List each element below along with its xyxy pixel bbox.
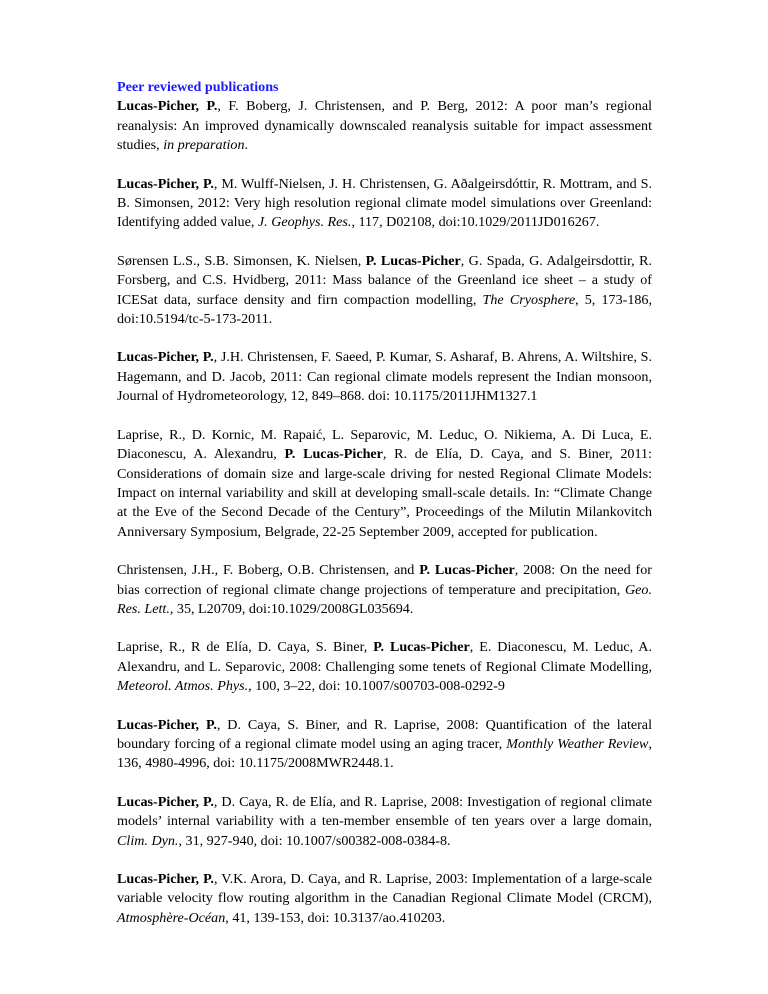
citation-text: Sørensen L.S., S.B. Simonsen, K. Nielsen, <box>117 252 366 269</box>
journal-title: J. Geophys. Res. <box>257 214 352 231</box>
author-highlight: P. Lucas-Picher <box>373 639 470 656</box>
journal-title: Monthly Weather Review <box>506 735 649 752</box>
publication-entry <box>117 426 652 542</box>
citation-text: , J.H. Christensen, F. Saeed, P. Kumar, S. Asharaf, B. Ahrens, A. Wiltshire, S. Hagemann, and D. Jacob, 2011: Can regional climate models represent the Indian monsoon, Journal of Hydrometeorology, 12, 849–868. doi: 10.1175/2011JHM1327.1 <box>117 349 652 405</box>
author-highlight: P. Lucas-Picher <box>284 446 383 463</box>
citation-text: , 2008: On the need for bias correction of regional climate change projections of temperature and precipitation, <box>117 562 652 598</box>
author-highlight: Lucas-Picher, P. <box>117 793 214 810</box>
citation-text: Christensen, J.H., F. Boberg, O.B. Christensen, and <box>117 562 420 579</box>
journal-title: The Cryosphere <box>482 291 576 308</box>
journal-title: Geo. Res. Lett. <box>117 581 652 617</box>
publication-entry <box>117 175 652 233</box>
citation-text: . <box>244 137 249 154</box>
citation-text: , 100, 3–22, doi: 10.1007/s00703-008-0292-9 <box>248 678 505 695</box>
journal-title: in preparation <box>163 137 245 154</box>
publication-entry <box>117 252 652 330</box>
publication-entry <box>117 638 652 696</box>
citation-text: , 117, D02108, doi:10.1029/2011JD016267. <box>351 214 600 231</box>
citation-text: , D. Caya, R. de Elía, and R. Laprise, 2008: Investigation of regional climate models’ internal variability with a ten-member ensemble of ten years over a large domain, <box>117 793 652 830</box>
citation-text: , G. Spada, G. Adalgeirsdottir, R. Forsberg, and C.S. Hvidberg, 2011: Mass balance of the Greenland ice sheet – a study of ICESat data, surface density and firn compaction modelling, <box>117 252 652 308</box>
citation-text: , D. Caya, S. Biner, and R. Laprise, 2008: Quantification of the lateral boundary forcing of a regional climate model using an aging tracer, <box>117 716 652 752</box>
author-highlight: Lucas-Picher, P. <box>117 98 218 115</box>
citation-text: , 35, L20709, doi:10.1029/2008GL035694. <box>169 600 414 617</box>
publication-entry <box>117 870 652 928</box>
author-highlight: P. Lucas-Picher <box>365 252 461 269</box>
author-highlight: Lucas-Picher, P. <box>117 349 214 366</box>
citation-text: , 5, 173-186, doi:10.5194/tc-5-173-2011. <box>117 291 652 328</box>
publication-entry <box>117 561 652 619</box>
journal-title: Meteorol. Atmos. Phys. <box>117 678 249 695</box>
publication-entry <box>117 793 652 851</box>
citation-text: Laprise, R., R de Elía, D. Caya, S. Biner, <box>117 639 374 656</box>
author-highlight: Lucas-Picher, P. <box>117 175 214 192</box>
citation-text: , R. de Elía, D. Caya, and S. Biner, 2011: Considerations of domain size and large-scale driving for nested Regional Climate Models: Impact on internal variability and skill at developing small-scale details. In: “Climate Change at the Eve of the Second Decade of the Century”, Proceedings of the Milutin Milankovitch Anniversary Symposium, Belgrade, 22-25 September 2009, accepted for publication. <box>117 446 652 540</box>
citation-text: , V.K. Arora, D. Caya, and R. Laprise, 2003: Implementation of a large-scale variable velocity flow routing algorithm in the Canadian Regional Climate Model (CRCM), <box>117 871 652 907</box>
citation-text: , F. Boberg, J. Christensen, and P. Berg, 2012: A poor man’s regional reanalysis: An improved dynamically downscaled reanalysis suitable for impact assessment studies, <box>117 98 652 154</box>
author-highlight: Lucas-Picher, P. <box>117 871 214 887</box>
citation-text: , 31, 927-940, doi: 10.1007/s00382-008-0384-8. <box>178 832 451 849</box>
author-highlight: P. Lucas-Picher <box>419 562 515 579</box>
publication-entry <box>117 716 652 774</box>
publication-entry <box>117 97 652 155</box>
author-highlight: Lucas-Picher, P. <box>117 716 217 733</box>
publication-list <box>117 97 652 928</box>
citation-text: , 41, 139-153, doi: 10.3137/ao.410203. <box>225 909 446 926</box>
citation-text: Laprise, R., D. Kornic, M. Rapaić, L. Separovic, M. Leduc, O. Nikiema, A. Di Luca, E. Diaconescu, A. Alexandru, <box>117 426 652 463</box>
document-page <box>117 78 652 947</box>
citation-text: , 136, 4980-4996, doi: 10.1175/2008MWR2448.1. <box>117 735 652 772</box>
publication-entry <box>117 348 652 406</box>
citation-text: , E. Diaconescu, M. Leduc, A. Alexandru, and L. Separovic, 2008: Challenging some tenets of Regional Climate Modelling, <box>117 639 652 675</box>
section-title: Peer reviewed publications <box>117 79 279 95</box>
journal-title: Atmosphère-Océan <box>117 909 226 926</box>
citation-text: , M. Wulff-Nielsen, J. H. Christensen, G. Aðalgeirsdóttir, R. Mottram, and S. B. Simonsen, 2012: Very high resolution regional climate model simulations over Greenland: Identifying added value, <box>117 175 652 231</box>
journal-title: Clim. Dyn. <box>117 832 179 849</box>
